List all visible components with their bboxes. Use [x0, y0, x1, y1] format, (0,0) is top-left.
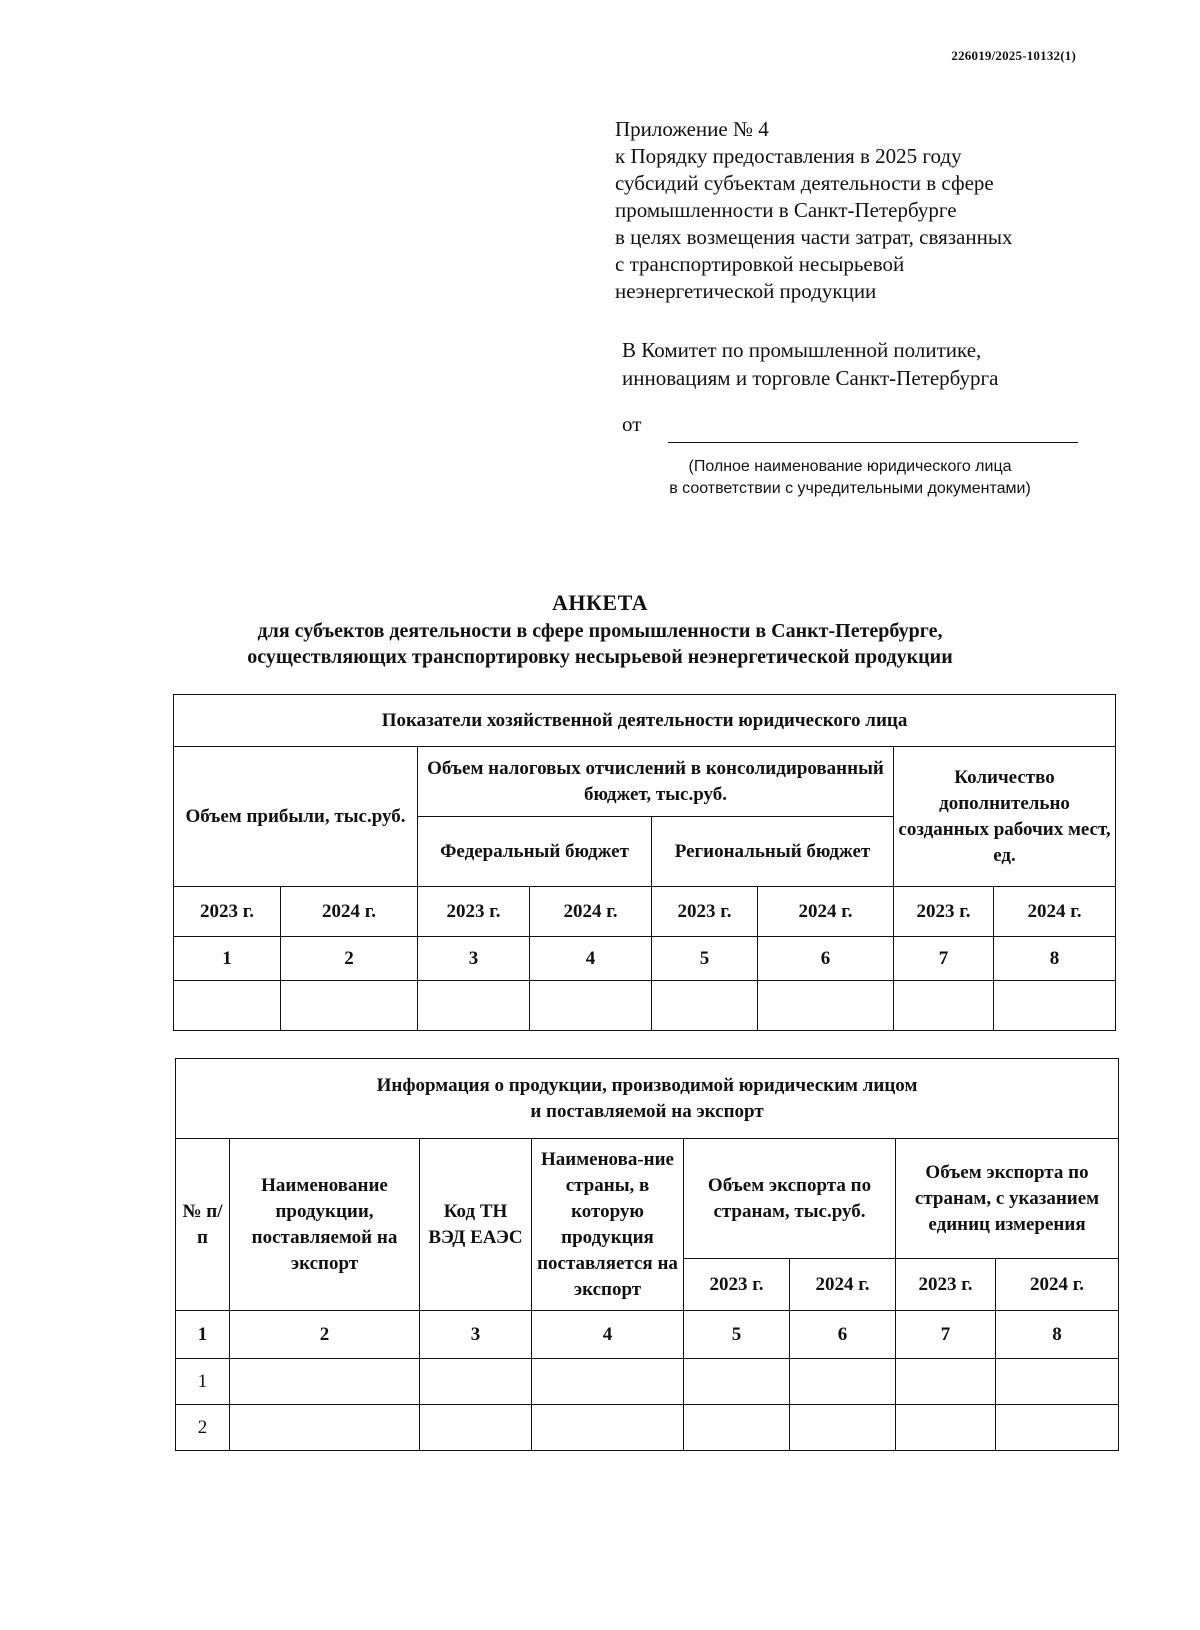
appendix-header: [615, 116, 1095, 305]
table-title: Показатели хозяйственной деятельности юридического лица: [174, 695, 1116, 747]
year-header: 2024 г.: [281, 887, 418, 937]
form-title-subtitle: для субъектов деятельности в сфере промышленности в Санкт-Петербурге,: [257, 620, 943, 642]
year-header: 2024 г.: [758, 887, 894, 937]
column-number: 6: [758, 937, 894, 981]
column-number: 1: [174, 937, 281, 981]
column-number: 8: [994, 937, 1116, 981]
input-cell[interactable]: [530, 981, 652, 1031]
organization-name-field[interactable]: [668, 442, 1078, 443]
table-row: [174, 981, 1116, 1031]
column-number: 5: [652, 937, 758, 981]
hs-code-header: Код ТН ВЭД ЕАЭС: [420, 1139, 532, 1311]
input-cell[interactable]: [684, 1359, 790, 1405]
table-title-line: Информация о продукции, производимой юридическим лицом: [376, 1074, 918, 1096]
form-title: [0, 588, 1200, 670]
input-cell[interactable]: [996, 1405, 1119, 1451]
caption-line: (Полное наименование юридического лица: [688, 458, 1012, 475]
profit-header: Объем прибыли, тыс.руб.: [174, 747, 418, 887]
appendix-line: промышленности в Санкт-Петербурге: [615, 198, 957, 222]
input-cell[interactable]: [532, 1405, 684, 1451]
document-registration-number: 226019/2025-10132(1): [951, 48, 1076, 63]
column-number: 4: [532, 1311, 684, 1359]
row-number-header: № п/п: [176, 1139, 230, 1311]
input-cell[interactable]: [896, 1359, 996, 1405]
year-header: 2023 г.: [652, 887, 758, 937]
appendix-line: с транспортировкой несырьевой: [615, 252, 905, 276]
appendix-line: в целях возмещения части затрат, связанных: [615, 225, 1013, 249]
appendix-line: субсидий субъектам деятельности в сфере: [615, 171, 994, 195]
organization-name-caption: [620, 456, 1080, 500]
regional-budget-header: Региональный бюджет: [652, 817, 894, 887]
input-cell[interactable]: [418, 981, 530, 1031]
input-cell[interactable]: [994, 981, 1116, 1031]
row-number: 2: [176, 1405, 230, 1451]
input-cell[interactable]: [281, 981, 418, 1031]
input-cell[interactable]: [996, 1359, 1119, 1405]
new-jobs-header: Количество дополнительно созданных рабочих мест, ед.: [894, 747, 1116, 887]
input-cell[interactable]: [896, 1405, 996, 1451]
column-number: 8: [996, 1311, 1119, 1359]
year-header: 2023 г.: [174, 887, 281, 937]
input-cell[interactable]: [230, 1405, 420, 1451]
year-header: 2023 г.: [684, 1259, 790, 1311]
addressee-block: [622, 336, 1082, 392]
input-cell[interactable]: [420, 1405, 532, 1451]
year-header: 2024 г.: [996, 1259, 1119, 1311]
input-cell[interactable]: [894, 981, 994, 1031]
row-number: 1: [176, 1359, 230, 1405]
column-number: 7: [894, 937, 994, 981]
product-name-header: Наименование продукции, поставляемой на экспорт: [230, 1139, 420, 1311]
export-products-table: [175, 1058, 1119, 1451]
column-number: 3: [420, 1311, 532, 1359]
input-cell[interactable]: [230, 1359, 420, 1405]
addressee-line: инновациям и торговле Санкт-Петербурга: [622, 366, 999, 390]
appendix-line: неэнергетической продукции: [615, 279, 877, 303]
addressee-line: В Комитет по промышленной политике,: [622, 338, 982, 362]
column-number: 1: [176, 1311, 230, 1359]
column-number: 4: [530, 937, 652, 981]
export-units-header: Объем экспорта по странам, с указанием единиц измерения: [896, 1139, 1119, 1259]
export-value-header: Объем экспорта по странам, тыс.руб.: [684, 1139, 896, 1259]
input-cell[interactable]: [532, 1359, 684, 1405]
from-field-row: [622, 410, 1082, 444]
input-cell[interactable]: [174, 981, 281, 1031]
caption-line: в соответствии с учредительными документами): [669, 480, 1031, 497]
year-header: 2024 г.: [994, 887, 1116, 937]
input-cell[interactable]: [420, 1359, 532, 1405]
federal-budget-header: Федеральный бюджет: [418, 817, 652, 887]
economic-indicators-table: [173, 694, 1116, 1031]
year-header: 2024 г.: [790, 1259, 896, 1311]
from-label: от: [622, 412, 642, 436]
year-header: 2023 г.: [896, 1259, 996, 1311]
input-cell[interactable]: [790, 1359, 896, 1405]
column-number: 2: [230, 1311, 420, 1359]
input-cell[interactable]: [790, 1405, 896, 1451]
tax-deductions-header: Объем налоговых отчислений в консолидированный бюджет, тыс.руб.: [418, 747, 894, 817]
country-name-header: Наименова-ние страны, в которую продукция поставляется на экспорт: [532, 1139, 684, 1311]
table-title-line: и поставляемой на экспорт: [530, 1100, 764, 1122]
table-row: [176, 1359, 1119, 1405]
appendix-line: к Порядку предоставления в 2025 году: [615, 144, 962, 168]
input-cell[interactable]: [758, 981, 894, 1031]
input-cell[interactable]: [684, 1405, 790, 1451]
year-header: 2023 г.: [418, 887, 530, 937]
column-number: 7: [896, 1311, 996, 1359]
column-number: 3: [418, 937, 530, 981]
year-header: 2024 г.: [530, 887, 652, 937]
year-header: 2023 г.: [894, 887, 994, 937]
form-title-subtitle: осуществляющих транспортировку несырьевой неэнергетической продукции: [247, 646, 953, 668]
input-cell[interactable]: [652, 981, 758, 1031]
column-number: 6: [790, 1311, 896, 1359]
table-row: [176, 1405, 1119, 1451]
appendix-line: Приложение № 4: [615, 117, 769, 141]
column-number: 5: [684, 1311, 790, 1359]
form-title-main: АНКЕТА: [551, 590, 649, 615]
column-number: 2: [281, 937, 418, 981]
table-title: [176, 1059, 1119, 1139]
